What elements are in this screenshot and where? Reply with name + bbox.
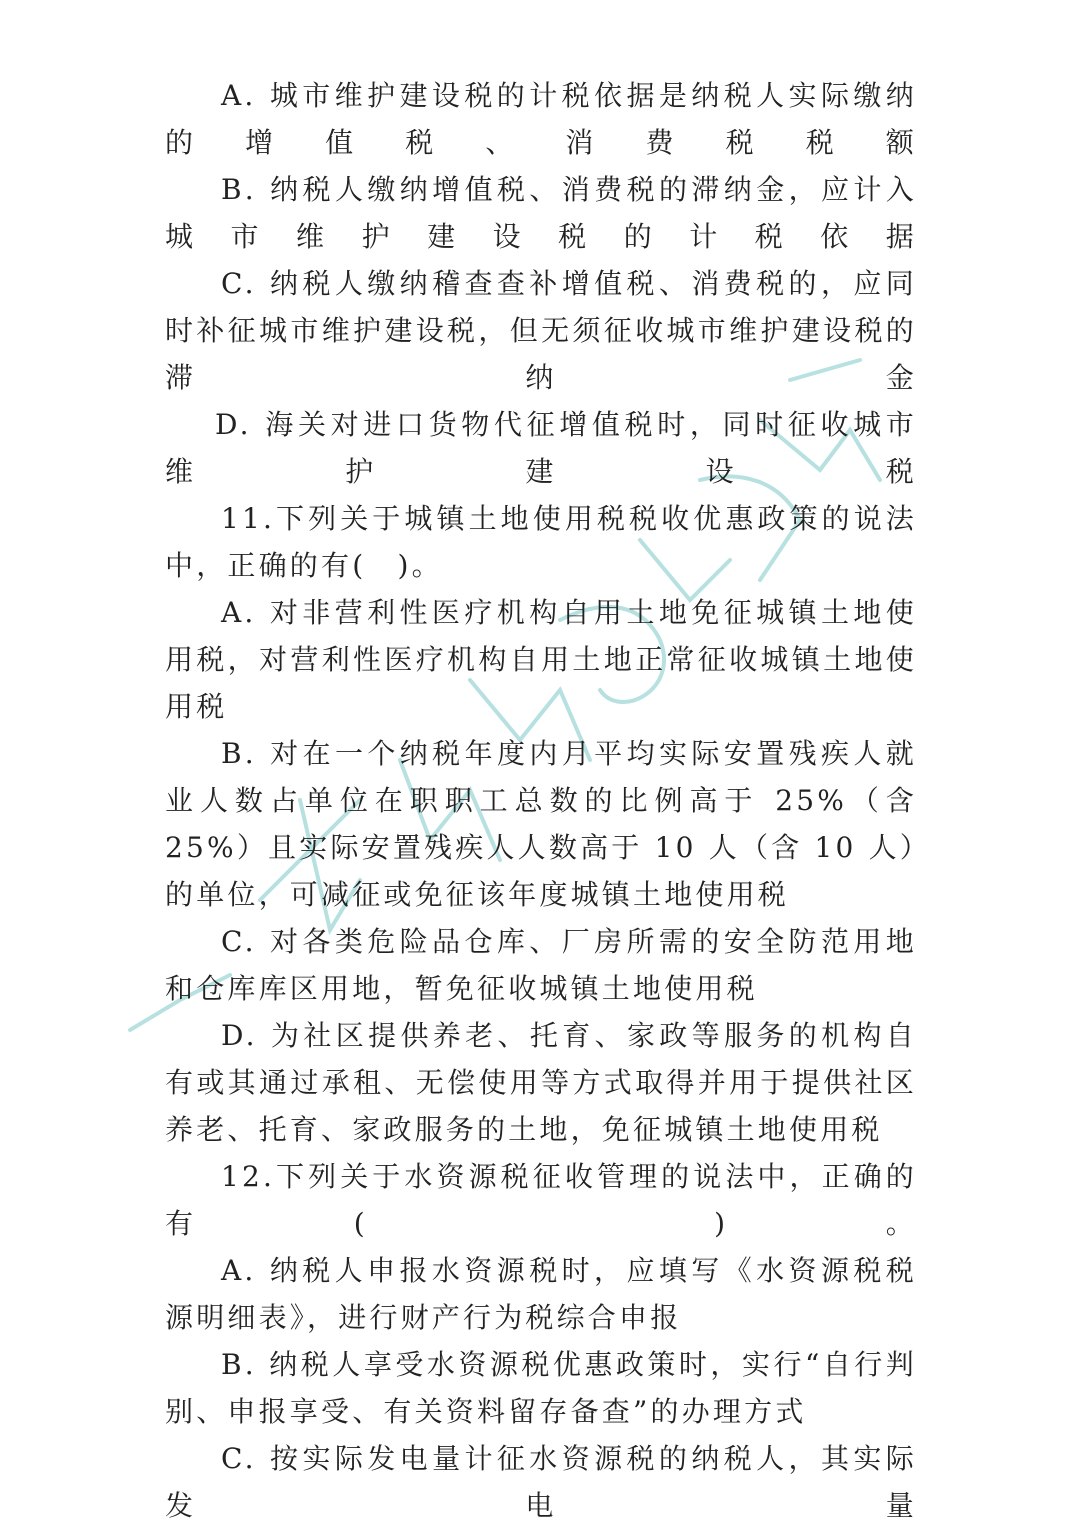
option-12b: B. 纳税人享受水资源税优惠政策时，实行“自行判别、申报享受、有关资料留存备查”的办理方式 bbox=[165, 1348, 917, 1428]
option-12a: A. 纳税人申报水资源税时，应填写《水资源税税源明细表》，进行财产行为税综合申报 bbox=[165, 1254, 917, 1334]
option-11a: A. 对非营利性医疗机构自用土地免征城镇土地使用税，对营利性医疗机构自用土地正常征收城镇土地使用税 bbox=[165, 596, 917, 723]
question-12: 12.下列关于水资源税征收管理的说法中，正确的有( )。 bbox=[165, 1160, 917, 1240]
option-10b: B. 纳税人缴纳增值税、消费税的滞纳金，应计入城市维护建设税的计税依据 bbox=[165, 173, 917, 253]
option-10a: A. 城市维护建设税的计税依据是纳税人实际缴纳的增值税、消费税税额 bbox=[165, 79, 917, 159]
question-11: 11.下列关于城镇土地使用税税收优惠政策的说法中，正确的有( )。 bbox=[165, 502, 917, 582]
option-11d: D. 为社区提供养老、托育、家政等服务的机构自有或其通过承租、无偿使用等方式取得并用于提供社区养老、托育、家政服务的土地，免征城镇土地使用税 bbox=[165, 1019, 917, 1146]
option-12c: C. 按实际发电量计征水资源税的纳税人，其实际发电量 bbox=[165, 1442, 917, 1522]
option-10c: C. 纳税人缴纳稽查查补增值税、消费税的，应同时补征城市维护建设税，但无须征收城市维护建设税的滞纳金 bbox=[165, 267, 917, 394]
option-10d: D. 海关对进口货物代征增值税时，同时征收城市维护建设税 bbox=[165, 408, 917, 488]
option-11c: C. 对各类危险品仓库、厂房所需的安全防范用地和仓库库区用地，暂免征收城镇土地使用税 bbox=[165, 925, 917, 1005]
document-body bbox=[165, 72, 917, 1529]
option-11b: B. 对在一个纳税年度内月平均实际安置残疾人就业人数占单位在职职工总数的比例高于 25%（含 25%）且实际安置残疾人人数高于 10 人（含 10 人）的单位，可减征或免征该年度城镇土地使用税 bbox=[165, 737, 917, 911]
